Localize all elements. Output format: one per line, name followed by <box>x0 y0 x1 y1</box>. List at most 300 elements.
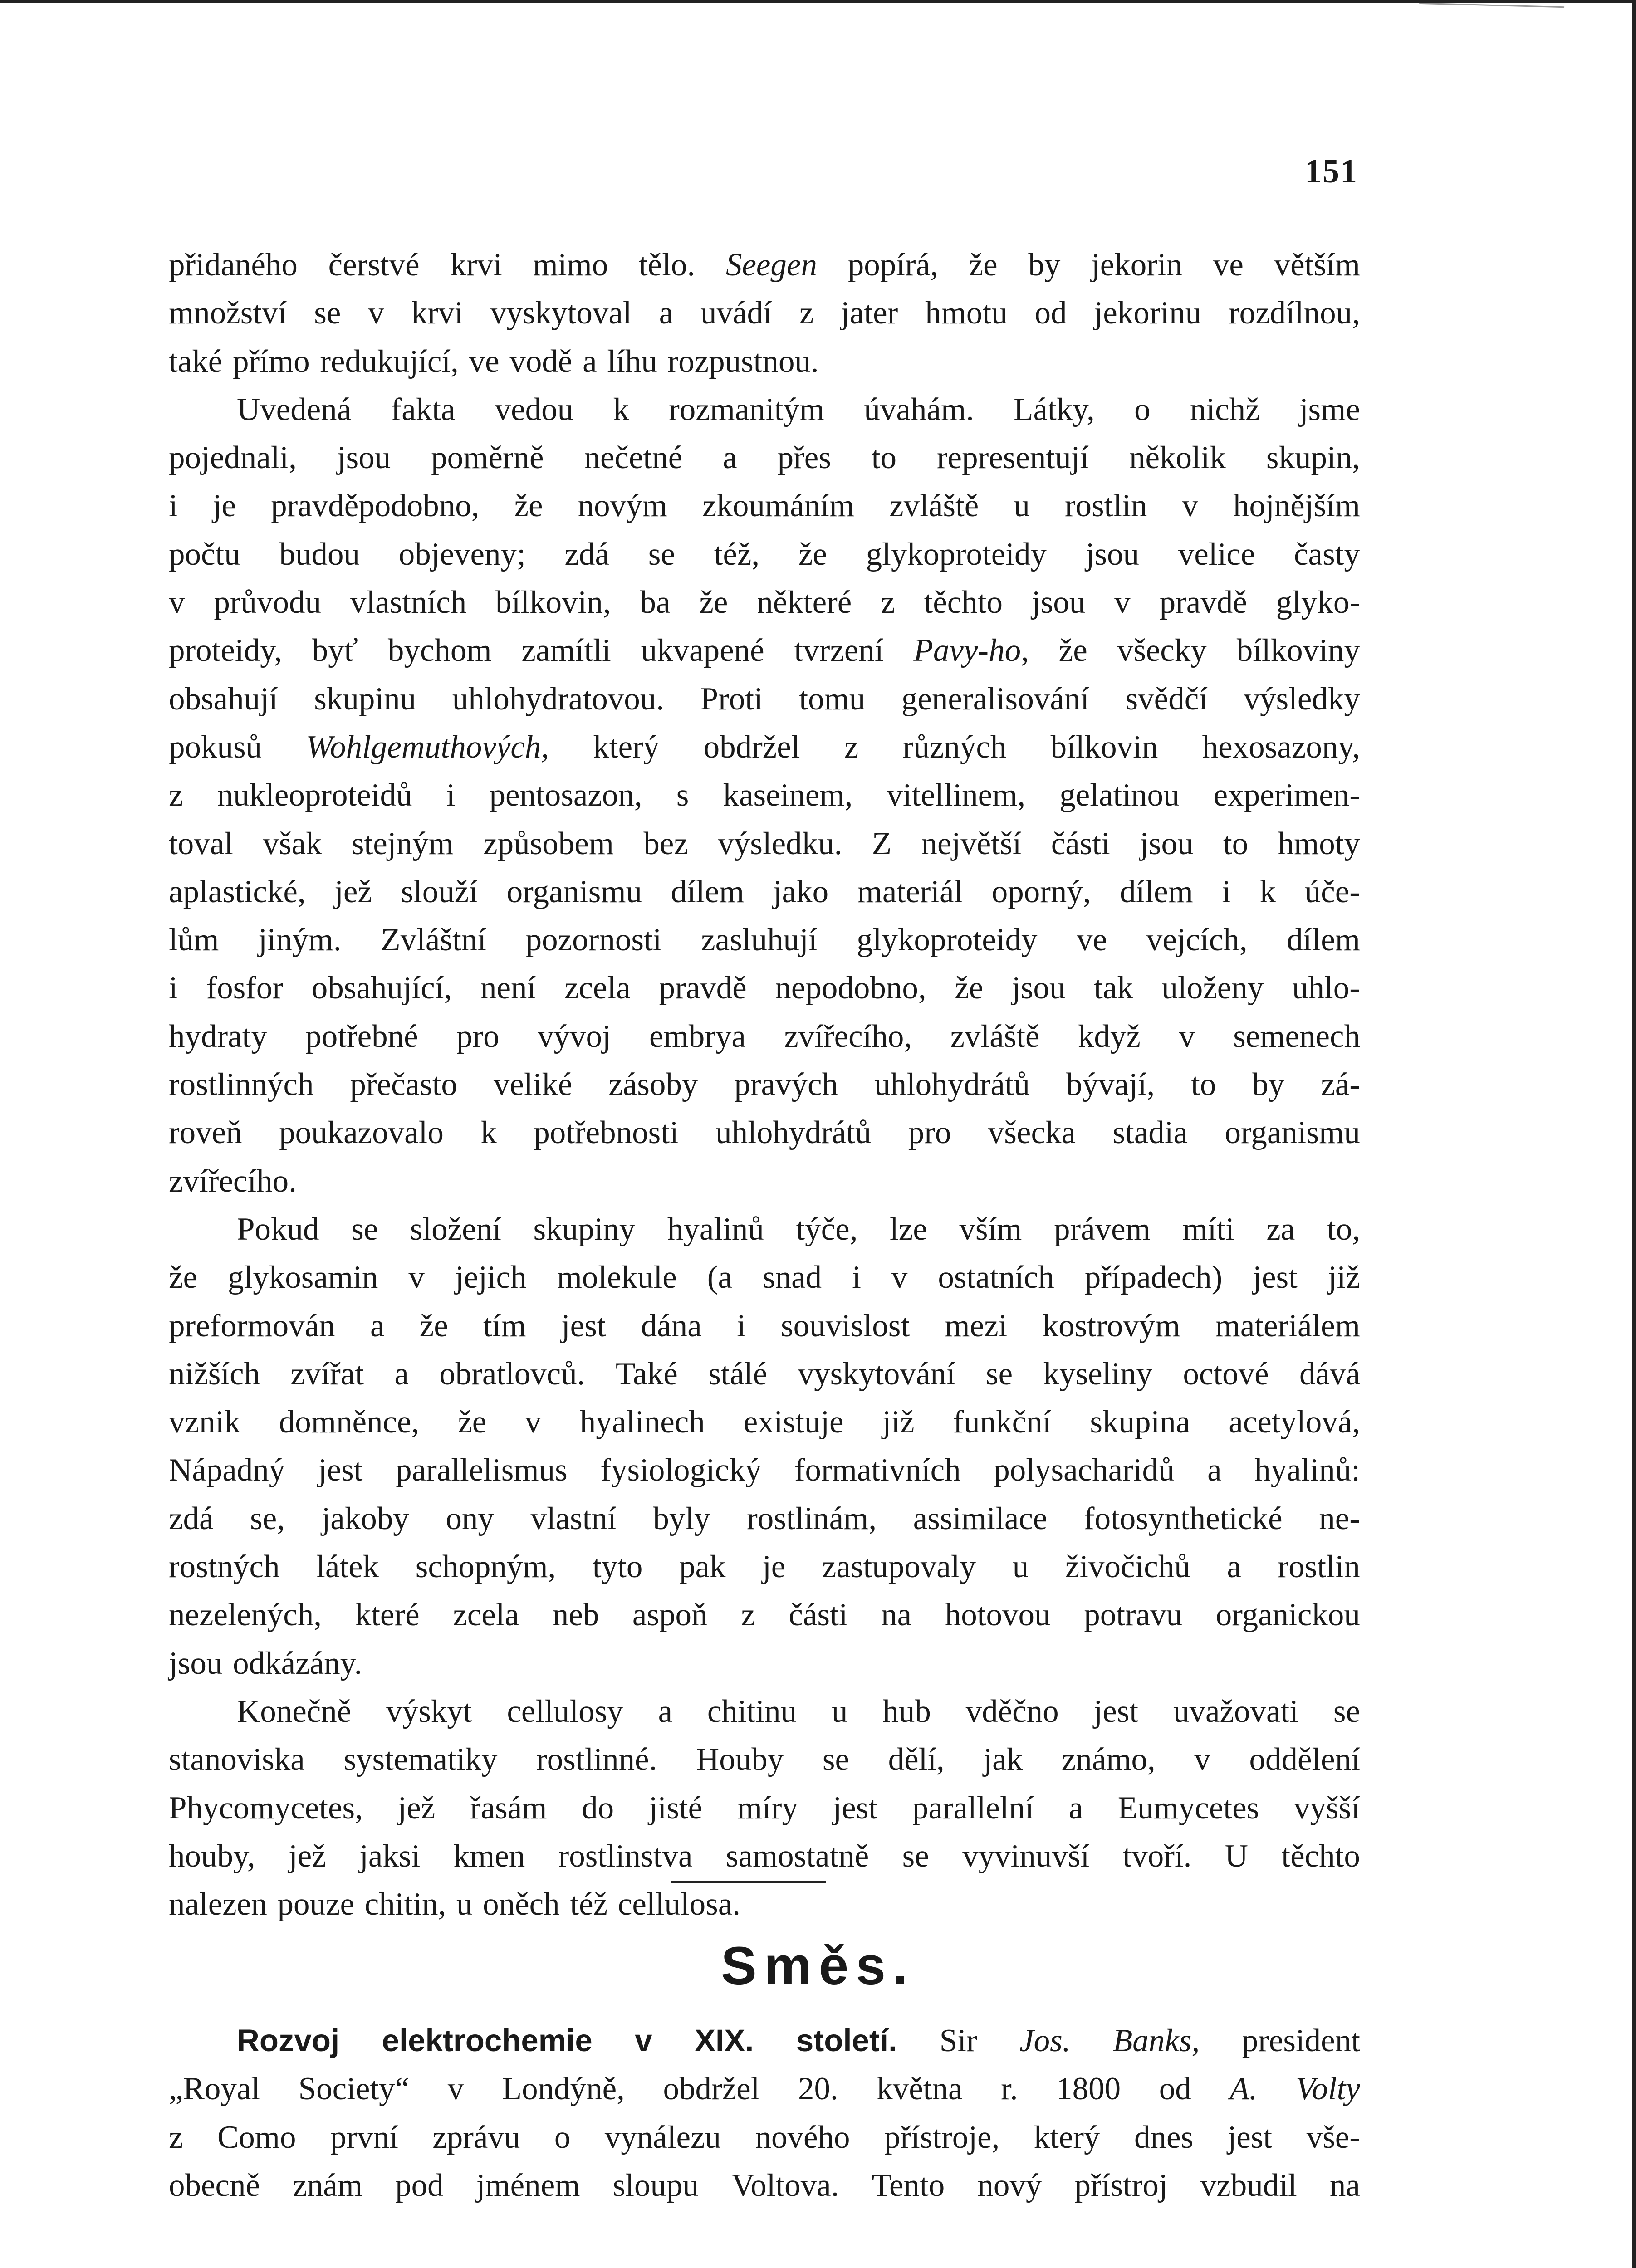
text-line <box>169 1832 1360 1880</box>
word: části <box>789 1597 848 1633</box>
word: hyalinech <box>579 1404 705 1440</box>
word: jako <box>773 874 829 909</box>
word: uloženy <box>1161 970 1264 1006</box>
word: vznik <box>169 1404 240 1440</box>
word: bílkovin <box>1050 729 1158 765</box>
word: jest <box>1253 1260 1298 1295</box>
word: stálé <box>708 1356 768 1392</box>
word: to, <box>1327 1211 1360 1247</box>
text-line <box>169 1350 1360 1398</box>
word: kyseliny <box>1043 1356 1153 1392</box>
word: zvláště <box>889 488 979 524</box>
word: již <box>1327 1260 1360 1295</box>
word: jež <box>288 1838 326 1874</box>
word: května <box>877 2071 963 2107</box>
text-line <box>169 1109 1360 1157</box>
word: i <box>852 1260 861 1295</box>
word: pravdě <box>1159 585 1247 621</box>
word: preformován <box>169 1308 335 1344</box>
word: souvislost <box>781 1308 910 1344</box>
word: organismu <box>506 874 642 909</box>
word: fakta <box>391 391 456 427</box>
word: dělí, <box>888 1742 945 1778</box>
word: i <box>169 970 178 1006</box>
word: by <box>1028 247 1061 283</box>
text-line <box>169 386 1360 434</box>
word: krvi <box>450 247 502 283</box>
word: se <box>314 295 341 331</box>
word: Jos. <box>1019 2023 1071 2058</box>
word: uvažovati <box>1173 1693 1298 1729</box>
word: k <box>613 391 629 427</box>
word: je <box>212 488 236 524</box>
word: vejcích, <box>1146 922 1248 958</box>
word: Pokud <box>237 1211 319 1247</box>
word: 20. <box>798 2071 838 2107</box>
section-text <box>169 2017 1360 2209</box>
word: jest <box>1227 2119 1273 2155</box>
word: jsou <box>1012 970 1066 1006</box>
word: obdržel <box>663 2071 760 2107</box>
word: množství <box>169 295 287 331</box>
word: skupinu <box>314 681 416 717</box>
word: dává <box>1299 1356 1360 1392</box>
word: uvádí <box>700 295 772 331</box>
text-line <box>169 1205 1360 1253</box>
word: vyskytování <box>798 1356 955 1392</box>
word: ve <box>1077 922 1107 958</box>
word: vyskytoval <box>490 295 632 331</box>
word: toval <box>169 826 233 861</box>
word: roveň <box>169 1115 242 1151</box>
word: pojednali, <box>169 440 297 476</box>
word: dána <box>641 1308 702 1344</box>
word: acetylová, <box>1229 1404 1360 1440</box>
word: je <box>762 1549 786 1585</box>
word: že <box>1058 633 1087 669</box>
word: v <box>635 2023 652 2058</box>
word: glykoproteidy <box>857 922 1038 958</box>
text-line <box>169 530 1360 578</box>
word: byly <box>653 1501 710 1536</box>
word: od <box>1159 2071 1191 2107</box>
word: nového <box>755 2119 850 2155</box>
word: přímo <box>232 343 310 379</box>
text-line <box>169 2017 1360 2065</box>
word: že <box>955 970 984 1006</box>
word: úvahám. <box>864 391 974 427</box>
word: vedou <box>495 391 574 427</box>
word: jest <box>318 1452 363 1488</box>
word: A. <box>1229 2071 1258 2107</box>
word: materiál <box>857 874 963 909</box>
word: jsou <box>1140 826 1194 861</box>
word: hmotu <box>925 295 1008 331</box>
text-line <box>169 1543 1360 1591</box>
word: v <box>1114 585 1131 621</box>
word: jater <box>841 295 898 331</box>
word: glyko- <box>1276 585 1360 621</box>
paragraph <box>169 2017 1360 2209</box>
word: mimo <box>533 247 608 283</box>
word: polysacharidů <box>994 1452 1175 1488</box>
word: vodě <box>509 343 573 379</box>
word: jaksi <box>359 1838 421 1874</box>
word: však <box>263 826 322 861</box>
word: U <box>1225 1838 1249 1874</box>
text-line <box>169 241 1360 289</box>
word: Eumycetes <box>1117 1790 1259 1826</box>
word: látek <box>316 1549 379 1585</box>
word: a <box>394 1356 409 1392</box>
word: uhlohydrátů <box>874 1067 1030 1103</box>
word: i <box>169 488 178 524</box>
word: těchto <box>1281 1838 1360 1874</box>
text-line <box>169 1591 1360 1639</box>
word: rozdílnou, <box>1229 295 1360 331</box>
word: některé <box>757 585 852 621</box>
word: skupina <box>1090 1404 1190 1440</box>
word: případech) <box>1084 1260 1223 1295</box>
word: schopným, <box>415 1549 556 1585</box>
word: od <box>1034 295 1067 331</box>
text-line <box>169 916 1360 964</box>
word: nečetné <box>584 440 683 476</box>
word: že <box>969 247 998 283</box>
word: o <box>554 2119 571 2155</box>
text-line <box>169 337 1360 386</box>
word: fotosynthetické <box>1083 1501 1283 1536</box>
word: bílkovin, <box>495 585 611 621</box>
word: tak <box>1094 970 1133 1006</box>
word: vzbudil <box>1200 2167 1297 2203</box>
word: budou <box>279 536 360 572</box>
word: uhlo- <box>1292 970 1360 1006</box>
word: to <box>1223 826 1249 861</box>
word: jekorinu <box>1094 295 1202 331</box>
word: přístroje, <box>884 2119 1000 2155</box>
word: v <box>1194 1742 1210 1778</box>
word: i <box>737 1308 746 1344</box>
word: tomu <box>799 681 866 717</box>
word: znám <box>293 2167 362 2203</box>
word: lům <box>169 922 219 958</box>
word: krvi <box>411 295 464 331</box>
word: materiálem <box>1215 1308 1360 1344</box>
word: skupiny <box>533 1211 636 1247</box>
word: r. <box>1001 2071 1018 2107</box>
word: tvrzení <box>794 633 884 669</box>
word: z <box>169 777 183 813</box>
word: veliké <box>493 1067 573 1103</box>
word: uhlohydratovou. <box>452 681 665 717</box>
word: známo, <box>1061 1742 1156 1778</box>
word: za <box>1266 1211 1295 1247</box>
text-line <box>169 578 1360 626</box>
word: že <box>458 1404 487 1440</box>
word: Také <box>615 1356 678 1392</box>
page-number: 151 <box>1305 153 1358 190</box>
word: embrya <box>649 1018 746 1054</box>
word: přečasto <box>350 1067 457 1103</box>
word: ony <box>446 1501 494 1536</box>
word: v <box>408 1260 425 1295</box>
word: zdá <box>564 536 609 572</box>
word: to <box>1191 1067 1216 1103</box>
word: všecky <box>1117 633 1207 669</box>
text-line <box>169 1061 1360 1109</box>
word: z <box>881 585 895 621</box>
word: z <box>844 729 859 765</box>
word: semenech <box>1233 1018 1360 1054</box>
word: lze <box>889 1211 927 1247</box>
word: se <box>648 536 675 572</box>
word: jsou <box>1085 536 1140 572</box>
word: že <box>514 488 543 524</box>
word: největší <box>921 826 1022 861</box>
word: zásoby <box>608 1067 698 1103</box>
word: (a <box>707 1260 732 1295</box>
word: míti <box>1182 1211 1234 1247</box>
word: by <box>1252 1067 1285 1103</box>
word: skupin, <box>1266 440 1360 476</box>
word: století. <box>796 2023 897 2058</box>
word: přidaného <box>169 247 298 283</box>
word: zvířecího. <box>169 1163 297 1199</box>
word: není <box>480 970 536 1006</box>
word: parallelismus <box>396 1452 568 1488</box>
word: živočichů <box>1065 1549 1190 1585</box>
text-line <box>169 2065 1360 2113</box>
word: rostlin <box>1278 1549 1360 1585</box>
word: s <box>676 777 689 813</box>
word: na <box>1329 2167 1360 2203</box>
word: že <box>419 1308 448 1344</box>
text-line <box>169 289 1360 337</box>
word: tvoří. <box>1122 1838 1192 1874</box>
word: pak <box>679 1549 726 1585</box>
word: k <box>480 1115 497 1151</box>
word: Uvedená <box>237 391 352 427</box>
word: zdá <box>169 1501 214 1536</box>
text-line <box>169 2161 1360 2209</box>
word: organickou <box>1215 1597 1360 1633</box>
word: chitin, <box>364 1887 446 1922</box>
word: vlastní <box>530 1501 617 1536</box>
word: řasám <box>470 1790 547 1826</box>
word: i <box>1222 874 1231 909</box>
word: zcela <box>564 970 631 1006</box>
word: jež <box>334 874 372 909</box>
word: dnes <box>1134 2119 1194 2155</box>
word: různých <box>902 729 1007 765</box>
paragraph <box>169 386 1360 1205</box>
word: rostlinné. <box>536 1742 657 1778</box>
scan-edge-mark <box>1419 3 1564 12</box>
word: Phycomycetes, <box>169 1790 363 1826</box>
word: Nápadný <box>169 1452 285 1488</box>
word: Londýně, <box>502 2071 625 2107</box>
word: nukleoproteidů <box>217 777 412 813</box>
word: fosfor <box>206 970 283 1006</box>
section-heading: Směs. <box>721 1936 915 1996</box>
word: průvodu <box>214 585 322 621</box>
word: tělo. <box>638 247 696 283</box>
word: nový <box>977 2167 1042 2203</box>
word: chitinu <box>707 1693 797 1729</box>
word: jisté <box>648 1790 703 1826</box>
word: proteidy, <box>169 633 282 669</box>
word: president <box>1242 2023 1360 2058</box>
word: jest <box>1093 1693 1139 1729</box>
word: XIX. <box>695 2023 754 2058</box>
word: v <box>368 295 384 331</box>
word: 1800 <box>1056 2071 1121 2107</box>
word: když <box>1078 1018 1141 1054</box>
word: se <box>1333 1693 1360 1729</box>
word: který <box>1034 2119 1100 2155</box>
word: a <box>1227 1549 1241 1585</box>
word: u <box>1012 1549 1029 1585</box>
word: parallelní <box>912 1790 1034 1826</box>
word: časty <box>1294 536 1360 572</box>
text-line <box>169 723 1360 771</box>
word: které <box>355 1597 420 1633</box>
word: elektrochemie <box>382 2023 593 2058</box>
text-line <box>169 1495 1360 1543</box>
word: bez <box>643 826 688 861</box>
word: pozornosti <box>525 922 662 958</box>
word: k <box>1259 874 1276 909</box>
word: zá- <box>1321 1067 1360 1103</box>
text-line <box>169 1735 1360 1784</box>
word: a <box>658 1693 673 1729</box>
word: jest <box>833 1790 878 1826</box>
word: velice <box>1178 536 1255 572</box>
word: počtu <box>169 536 240 572</box>
word: nižších <box>169 1356 260 1392</box>
word: zastupovaly <box>822 1549 976 1585</box>
word: v <box>525 1404 541 1440</box>
word: Proti <box>700 681 763 717</box>
word: octové <box>1183 1356 1269 1392</box>
word: dílem <box>1120 874 1193 909</box>
word: úče- <box>1304 874 1360 909</box>
word: u <box>1014 488 1030 524</box>
text-line <box>169 964 1360 1012</box>
word: pro <box>456 1018 500 1054</box>
word: aspoň <box>632 1597 708 1633</box>
word: Zvláštní <box>381 922 486 958</box>
text-line <box>169 1687 1360 1735</box>
word: funkční <box>953 1404 1052 1440</box>
word: existuje <box>743 1404 844 1440</box>
word: a <box>583 343 597 379</box>
word: Látky, <box>1014 391 1095 427</box>
word: se <box>351 1211 378 1247</box>
word: rozpustnou. <box>667 343 819 379</box>
body-text <box>169 241 1360 1928</box>
text-line <box>169 820 1360 868</box>
word: zvláště <box>950 1018 1040 1054</box>
word: Z <box>872 826 892 861</box>
word: jest <box>561 1308 606 1344</box>
word: výskyt <box>386 1693 472 1729</box>
word: Society“ <box>298 2071 410 2107</box>
word: kostrovým <box>1042 1308 1180 1344</box>
word: samostatně <box>725 1838 869 1874</box>
word: nalezen <box>169 1887 267 1922</box>
word: vynálezu <box>604 2119 721 2155</box>
word: zcela <box>453 1597 519 1633</box>
word: rostných <box>169 1549 280 1585</box>
word: líhu <box>607 343 657 379</box>
word: obdržel <box>703 729 800 765</box>
word: poukazovalo <box>279 1115 444 1151</box>
word: jsou <box>1031 585 1086 621</box>
word: cellulosa. <box>617 1887 740 1922</box>
word: hotovou <box>945 1597 1051 1633</box>
text-line <box>169 1880 1360 1928</box>
word: ukvapené <box>641 633 764 669</box>
word: Volty <box>1295 2071 1360 2107</box>
word: týče, <box>796 1211 858 1247</box>
word: mezi <box>945 1308 1008 1344</box>
word: rostlinstva <box>558 1838 693 1874</box>
word: Como <box>217 2119 296 2155</box>
word: v <box>1182 488 1198 524</box>
word: stadia <box>1112 1115 1188 1151</box>
word: pouze <box>277 1887 355 1922</box>
word: kmen <box>453 1838 525 1874</box>
word: hyalinů <box>667 1211 764 1247</box>
word: se <box>822 1742 849 1778</box>
text-line <box>169 868 1360 916</box>
word: jekorin <box>1091 247 1183 283</box>
word: svědčí <box>1125 681 1208 717</box>
word: houby, <box>169 1838 255 1874</box>
word: Sir <box>939 2023 977 2058</box>
word: Seegen <box>725 247 817 283</box>
word: pravdě <box>659 970 747 1006</box>
word: formativních <box>794 1452 961 1488</box>
word: na <box>881 1597 912 1633</box>
word: nezelených, <box>169 1597 322 1633</box>
word: a <box>370 1308 385 1344</box>
word: obecně <box>169 2167 260 2203</box>
word: oněch <box>483 1887 560 1922</box>
word: výsledku. <box>718 826 842 861</box>
word: jménem <box>476 2167 580 2203</box>
text-line <box>169 1012 1360 1061</box>
word: jež <box>397 1790 436 1826</box>
word: jakoby <box>321 1501 409 1536</box>
word: rostlinných <box>169 1067 314 1103</box>
word: v <box>447 2071 464 2107</box>
word: právem <box>1053 1211 1151 1247</box>
word: hexosazony, <box>1202 729 1360 765</box>
word: cellulosy <box>507 1693 623 1729</box>
word: i <box>446 777 456 813</box>
word: míry <box>737 1790 798 1826</box>
word: z <box>741 1597 755 1633</box>
word: hmoty <box>1278 826 1360 861</box>
paragraph <box>169 1205 1360 1687</box>
word: do <box>582 1790 614 1826</box>
word: několik <box>1129 440 1226 476</box>
word: pravděpodobno, <box>271 488 480 524</box>
word: byť <box>312 633 358 669</box>
